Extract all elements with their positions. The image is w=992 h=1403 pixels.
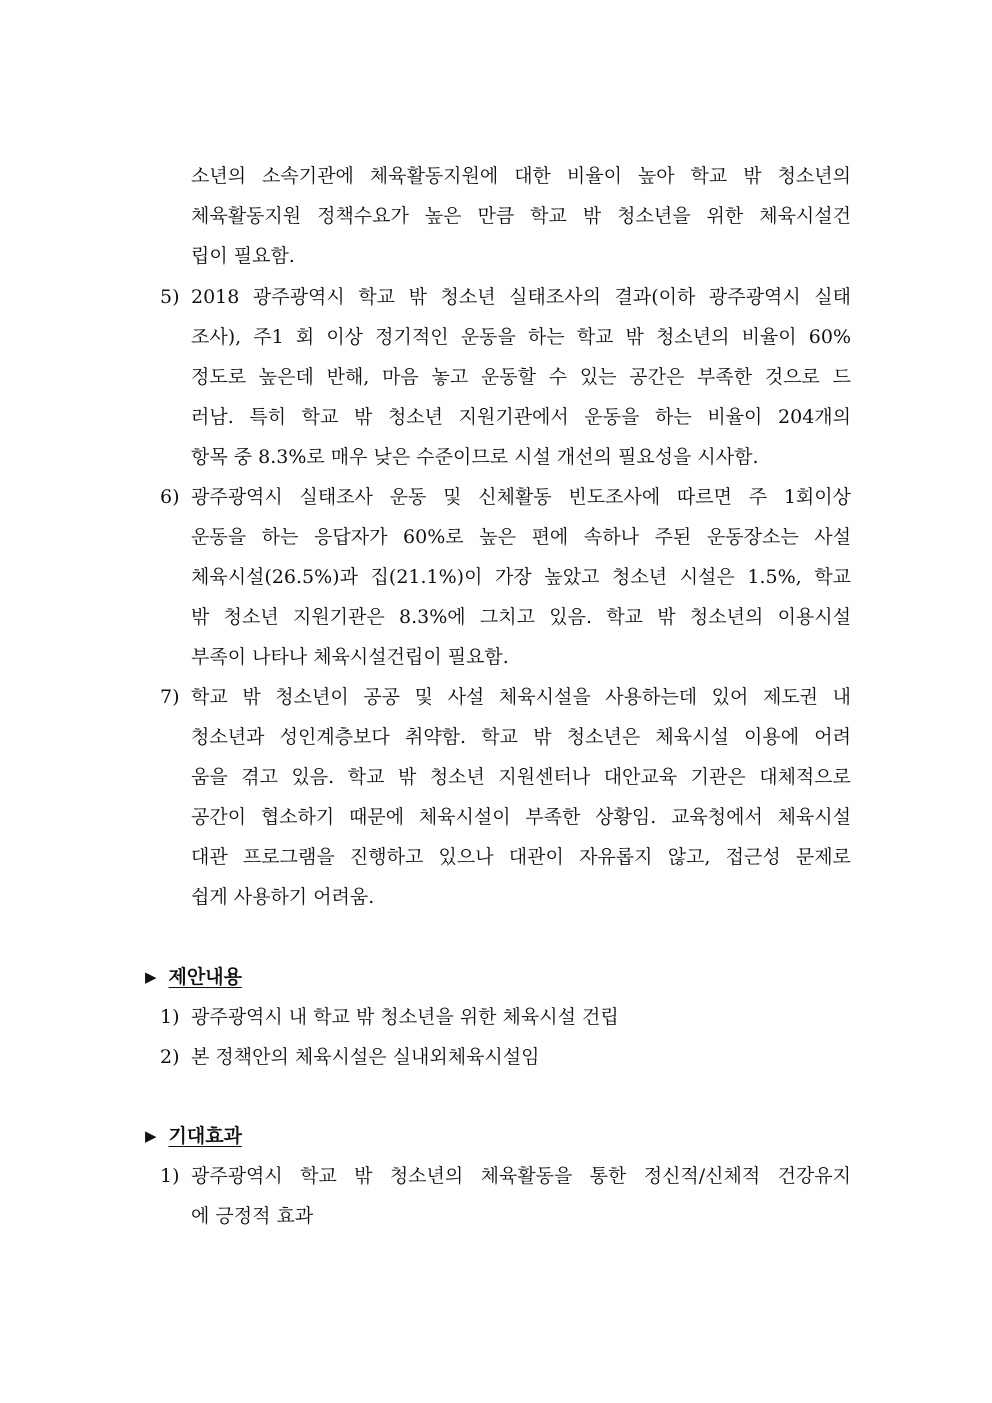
text-line: 체육활동지원 정책수요가 높은 만큼 학교 밖 청소년을 위한 체육시설건 — [191, 205, 851, 227]
list-item-text: 광주광역시 내 학교 밖 청소년을 위한 체육시설 건립 — [191, 1006, 619, 1028]
text-line: 러남. 특히 학교 밖 청소년 지원기관에서 운동을 하는 비율이 204개의 — [191, 406, 851, 428]
text-line: 에 긍정적 효과 — [191, 1205, 314, 1227]
list-marker: 6) — [160, 486, 180, 508]
list-item-text: 본 정책안의 체육시설은 실내외체육시설임 — [191, 1046, 540, 1068]
text-line: 체육시설(26.5%)과 집(21.1%)이 가장 높았고 청소년 시설은 1.5%, 학교 — [191, 566, 851, 588]
text-line: 광주광역시 실태조사 운동 및 신체활동 빈도조사에 따르면 주 1회이상 — [191, 486, 851, 508]
text-line: 학교 밖 청소년이 공공 및 사설 체육시설을 사용하는데 있어 제도권 내 — [191, 686, 851, 708]
section-heading-effects — [145, 1122, 242, 1151]
text-line: 운동을 하는 응답자가 60%로 높은 편에 속하나 주된 운동장소는 사설 — [191, 526, 851, 548]
text-line: 립이 필요함. — [191, 245, 295, 267]
list-marker: 1) — [160, 1006, 180, 1028]
text-line: 청소년과 성인계층보다 취약함. 학교 밖 청소년은 체육시설 이용에 어려 — [191, 726, 851, 748]
triangle-bullet-icon: ▶ — [145, 968, 157, 986]
text-line: 소년의 소속기관에 체육활동지원에 대한 비율이 높아 학교 밖 청소년의 — [191, 165, 851, 187]
list-marker: 5) — [160, 286, 180, 308]
section-heading-proposal — [145, 963, 242, 992]
list-marker: 7) — [160, 686, 180, 708]
text-line: 광주광역시 학교 밖 청소년의 체육활동을 통한 정신적/신체적 건강유지 — [191, 1165, 851, 1187]
text-line: 쉽게 사용하기 어려움. — [191, 886, 375, 908]
text-line: 정도로 높은데 반해, 마음 놓고 운동할 수 있는 공간은 부족한 것으로 드 — [191, 366, 851, 388]
section-title: 제안내용 — [168, 966, 242, 988]
section-title: 기대효과 — [168, 1125, 242, 1147]
text-line: 대관 프로그램을 진행하고 있으나 대관이 자유롭지 않고, 접근성 문제로 — [191, 846, 851, 868]
text-line: 움을 겪고 있음. 학교 밖 청소년 지원센터나 대안교육 기관은 대체적으로 — [191, 766, 851, 788]
text-line: 공간이 협소하기 때문에 체육시설이 부족한 상황임. 교육청에서 체육시설 — [191, 806, 851, 828]
triangle-bullet-icon: ▶ — [145, 1127, 157, 1145]
list-marker: 2) — [160, 1046, 180, 1068]
text-line: 밖 청소년 지원기관은 8.3%에 그치고 있음. 학교 밖 청소년의 이용시설 — [191, 606, 851, 628]
text-line: 조사), 주1 회 이상 정기적인 운동을 하는 학교 밖 청소년의 비율이 60% — [191, 326, 851, 348]
list-marker: 1) — [160, 1165, 180, 1187]
text-line: 부족이 나타나 체육시설건립이 필요함. — [191, 646, 509, 668]
text-line: 항목 중 8.3%로 매우 낮은 수준이므로 시설 개선의 필요성을 시사함. — [191, 446, 759, 468]
text-line: 2018 광주광역시 학교 밖 청소년 실태조사의 결과(이하 광주광역시 실태 — [191, 286, 851, 308]
